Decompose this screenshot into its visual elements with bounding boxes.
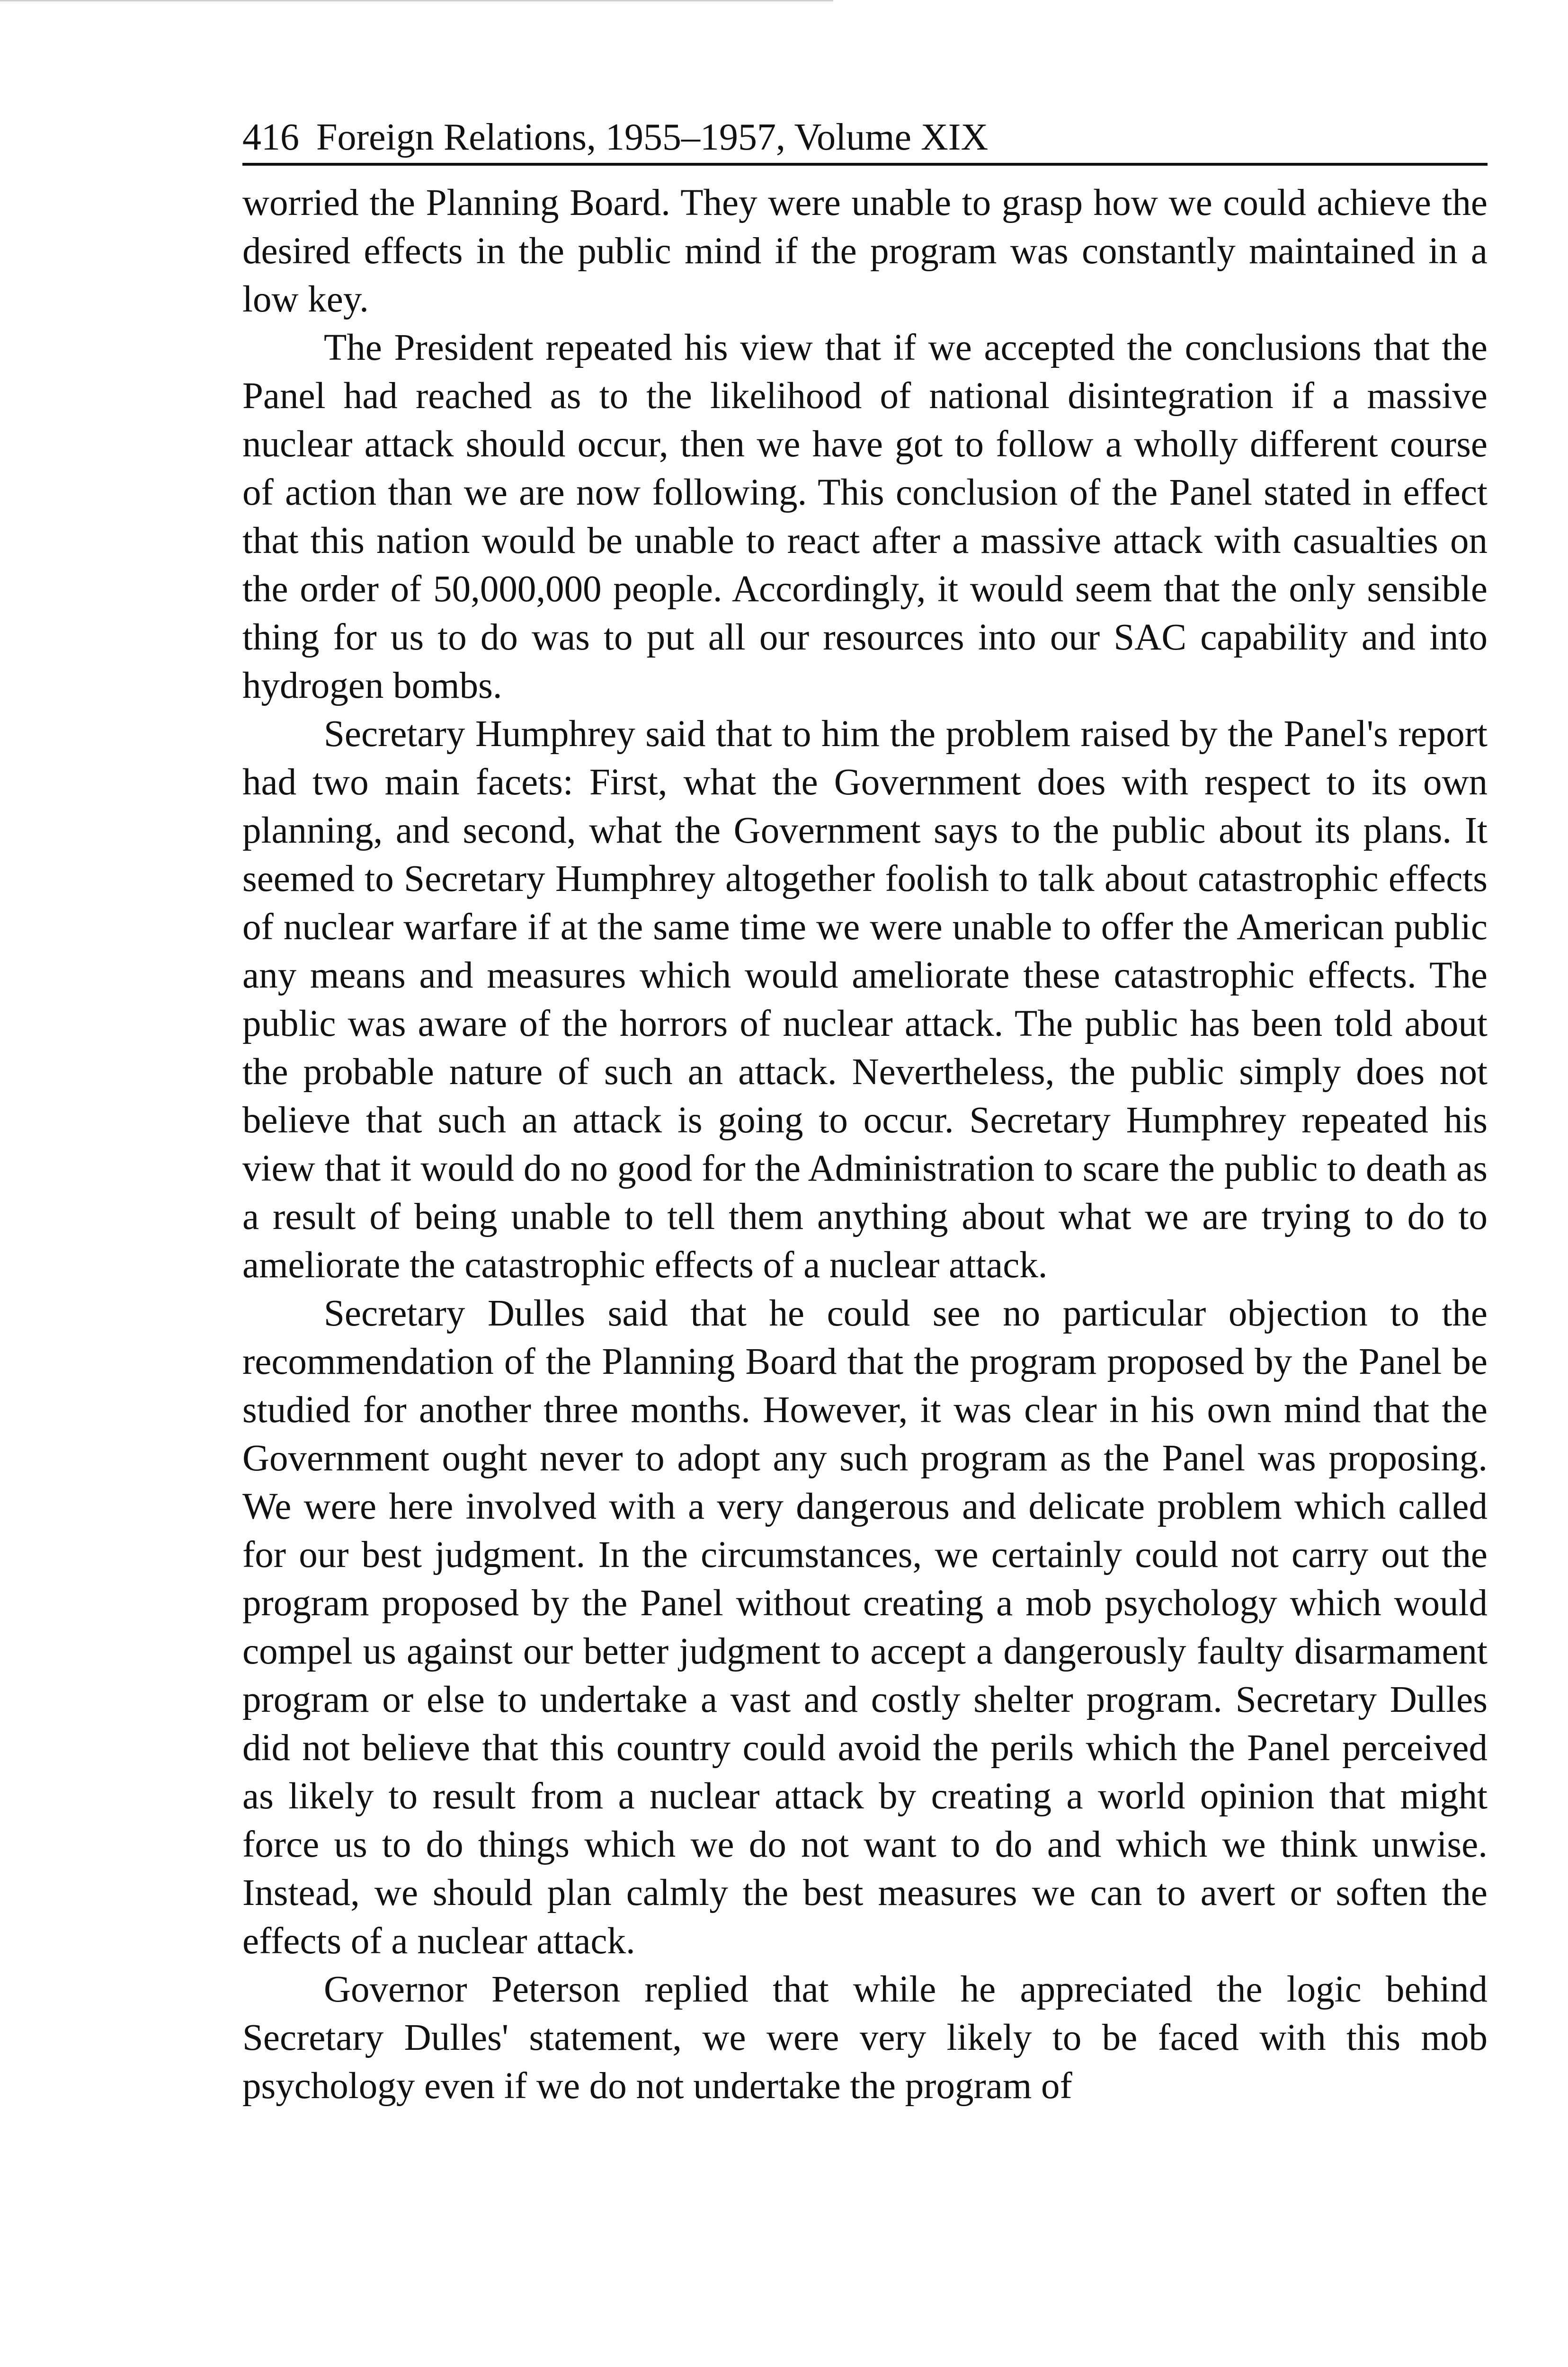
page-header bbox=[242, 118, 1488, 166]
running-title: Foreign Relations, 1955–1957, Volume XIX bbox=[316, 116, 989, 158]
paragraph-peterson: Governor Peterson replied that while he appreciated the logic behind Secretary Dulles' statement, we were very likely to be faced with this mob psychology even if we do not undertake the program of bbox=[242, 1969, 1488, 2107]
paragraph-president: The President repeated his view that if we accepted the conclusions that the Panel had reached as to the likelihood of national disintegration if a massive nuclear attack should occur, then we have got to follow a wholly different course of action than we are now following. This conclusion of the Panel stated in effect that this nation would be unable to react after a massive attack with casualties on the order of 50,000,000 people. Accordingly, it would seem that the only sensible thing for us to do was to put all our resources into our SAC capability and into hydrogen bombs. bbox=[242, 327, 1488, 706]
scan-edge-line bbox=[0, 0, 833, 1]
body-text bbox=[242, 179, 1488, 2110]
page-number: 416 bbox=[242, 116, 299, 158]
document-page bbox=[242, 118, 1488, 2110]
paragraph-humphrey: Secretary Humphrey said that to him the problem raised by the Panel's report had two main facets: First, what the Government does with respect to its own planning, and second, what the Government says to the public about its plans. It seemed to Secretary Humphrey altogether foolish to talk about catastrophic effects of nuclear warfare if at the same time we were unable to offer the American public any means and measures which would ameliorate these catastrophic effects. The public was aware of the horrors of nuclear attack. The public has been told about the probable nature of such an attack. Nevertheless, the public simply does not believe that such an attack is going to occur. Secretary Humphrey repeated his view that it would do no good for the Administration to scare the public to death as a result of being unable to tell them anything about what we are trying to do to ameliorate the catastrophic effects of a nuclear attack. bbox=[242, 713, 1488, 1286]
paragraph-continued: worried the Planning Board. They were unable to grasp how we could achieve the desired effects in the public mind if the program was constantly maintained in a low key. bbox=[242, 182, 1488, 320]
paragraph-dulles: Secretary Dulles said that he could see no particular objection to the recommendation of the Planning Board that the program proposed by the Panel be studied for another three months. However, it was clear in his own mind that the Government ought never to adopt any such program as the Panel was proposing. We were here involved with a very dangerous and delicate problem which called for our best judgment. In the circumstances, we certainly could not carry out the program proposed by the Panel without creating a mob psychology which would compel us against our better judgment to accept a dangerously faulty disarmament program or else to undertake a vast and costly shelter program. Secretary Dulles did not believe that this country could avoid the perils which the Panel perceived as likely to result from a nuclear attack by creating a world opinion that might force us to do things which we do not want to do and which we think unwise. Instead, we should plan calmly the best measures we can to avert or soften the effects of a nuclear attack. bbox=[242, 1293, 1488, 1962]
